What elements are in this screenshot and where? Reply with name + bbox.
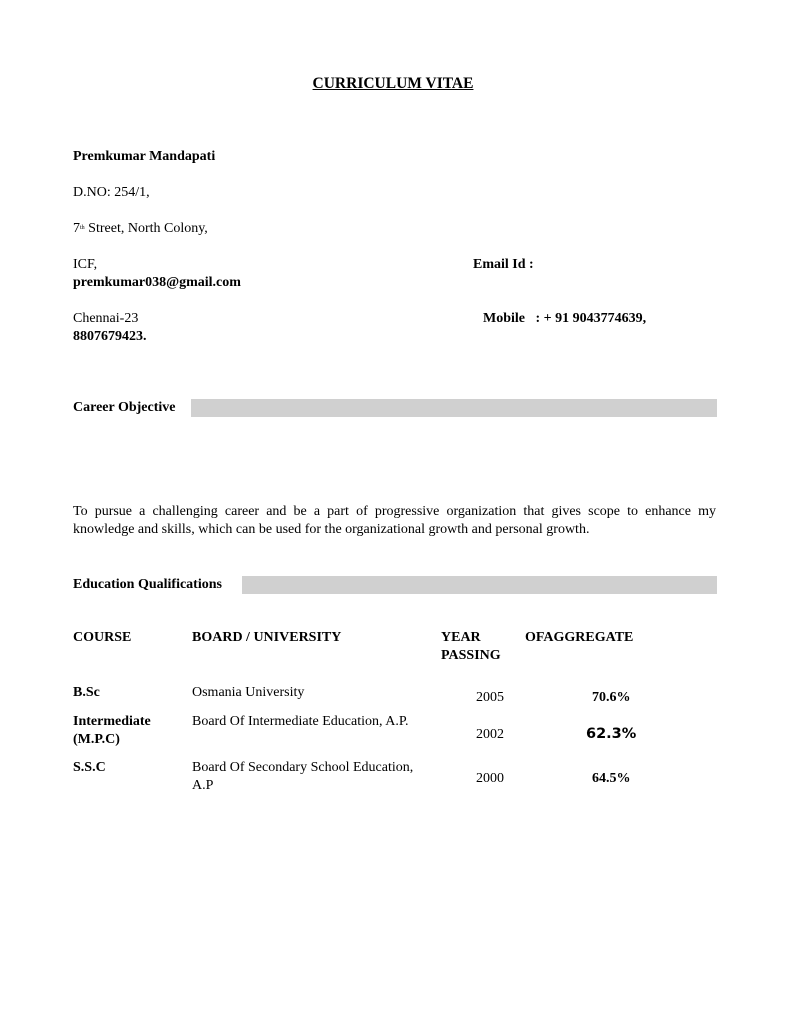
career-objective-heading: Career Objective [73, 400, 176, 415]
address-line-2 [73, 220, 208, 238]
email-value: premkumar038@gmail.com [73, 275, 241, 290]
row-year: 2005 [476, 690, 504, 705]
row-year: 2002 [476, 727, 504, 742]
column-header-course: COURSE [73, 630, 132, 645]
column-header-year-passing: PASSING [441, 648, 501, 663]
street-number-suffix: th [80, 225, 85, 231]
row-board: Board Of Secondary School Education, [192, 760, 414, 775]
candidate-name: Premkumar Mandapati [73, 149, 216, 164]
education-bar [242, 576, 717, 594]
column-header-year: YEAR [441, 630, 481, 645]
mobile-continuation: 8807679423. [73, 329, 147, 344]
career-objective-bar [191, 399, 717, 417]
mobile-label: Mobile : + 91 9043774639, [483, 311, 647, 326]
column-header-aggregate: OFAGGREGATE [525, 630, 634, 645]
row-aggregate: 70.6% [592, 690, 631, 705]
column-header-board: BOARD / UNIVERSITY [192, 630, 342, 645]
address-line-1: D.NO: 254/1, [73, 185, 150, 200]
street-name: Street, North Colony, [84, 221, 208, 236]
row-course: S.S.C [73, 760, 106, 775]
row-course: Intermediate [73, 714, 151, 729]
row-board: Osmania University [192, 685, 305, 700]
row-aggregate: 62.3% [586, 726, 637, 742]
row-year: 2000 [476, 771, 504, 786]
street-number: 7 [73, 221, 80, 236]
row-course-detail: (M.P.C) [73, 732, 120, 747]
row-aggregate: 64.5% [592, 771, 631, 786]
address-line-3: ICF, [73, 257, 98, 272]
page-title: CURRICULUM VITAE [312, 75, 474, 92]
row-course: B.Sc [73, 685, 100, 700]
email-label: Email Id : [473, 257, 534, 272]
career-objective-text: To pursue a challenging career and be a part of progressive organization that gives scope to enhance my knowledge and skills, which can be used for the organizational growth and personal growth. [73, 504, 716, 537]
education-heading: Education Qualifications [73, 577, 222, 592]
city: Chennai-23 [73, 311, 139, 326]
row-board-continuation: A.P [192, 778, 214, 793]
row-board: Board Of Intermediate Education, A.P. [192, 714, 409, 729]
